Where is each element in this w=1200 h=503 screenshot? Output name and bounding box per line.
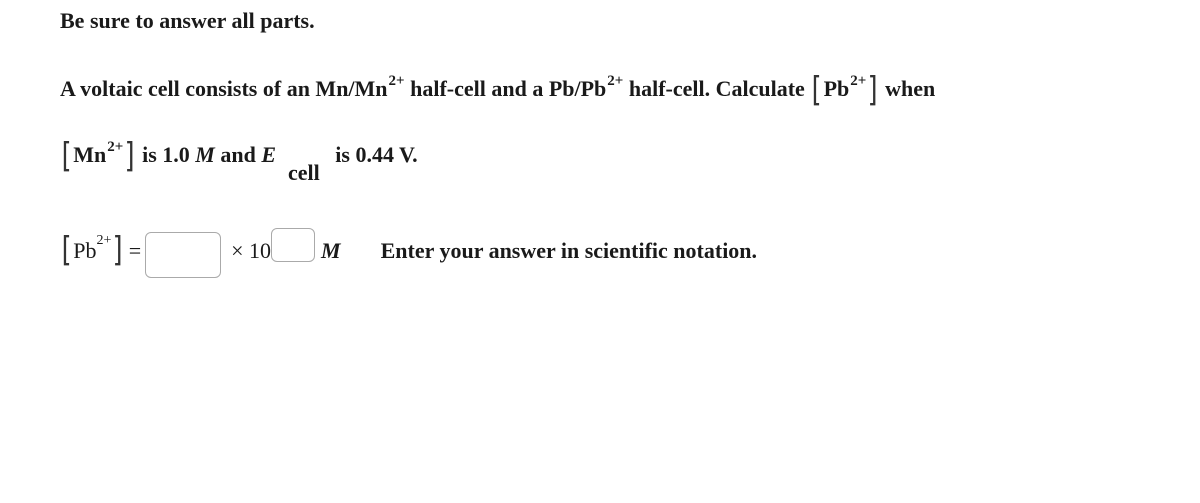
question-text-d: when <box>879 76 936 101</box>
question-text-c: half-cell. Calculate <box>623 76 811 101</box>
question-text-b: half-cell and a Pb/Pb <box>404 76 607 101</box>
e-symbol: E <box>261 142 277 167</box>
answer-pb-charge: 2+ <box>96 233 112 248</box>
pb-symbol: Pb <box>823 76 850 101</box>
pb-charge-sup-2: 2+ <box>850 73 867 89</box>
right-bracket-icon: ] <box>124 136 135 176</box>
question-text-e: is 1.0 <box>136 142 196 167</box>
question-text-f: and <box>214 142 262 167</box>
instructions-text: Be sure to answer all parts. <box>60 8 315 33</box>
mn-symbol: Mn <box>73 142 107 167</box>
mn-charge-sup: 2+ <box>388 73 405 89</box>
right-bracket-icon: ] <box>868 70 878 110</box>
exponent-input[interactable] <box>271 228 315 262</box>
answer-unit: M <box>321 238 341 263</box>
question-line-1 <box>60 70 936 110</box>
molar-unit: M <box>195 142 215 167</box>
times-ten-label: × 10 <box>231 238 272 263</box>
coefficient-input[interactable] <box>145 232 221 278</box>
answer-row <box>60 228 757 274</box>
left-bracket-icon: [ <box>61 136 72 176</box>
equals-sign: = <box>128 238 142 263</box>
answer-pb-symbol: Pb <box>73 238 97 263</box>
question-text-a: A voltaic cell consists of an Mn/Mn <box>60 76 388 101</box>
pb-charge-sup: 2+ <box>607 73 624 89</box>
left-bracket-icon: [ <box>61 230 72 270</box>
right-bracket-icon: ] <box>113 230 124 270</box>
question-text-g: is 0.44 V. <box>329 142 418 167</box>
e-cell-subscript: cell <box>288 160 320 185</box>
left-bracket-icon: [ <box>811 70 822 110</box>
question-line-2 <box>60 136 418 185</box>
scientific-notation-hint: Enter your answer in scientific notation. <box>380 238 758 263</box>
mn-charge-sup-2: 2+ <box>107 139 124 155</box>
